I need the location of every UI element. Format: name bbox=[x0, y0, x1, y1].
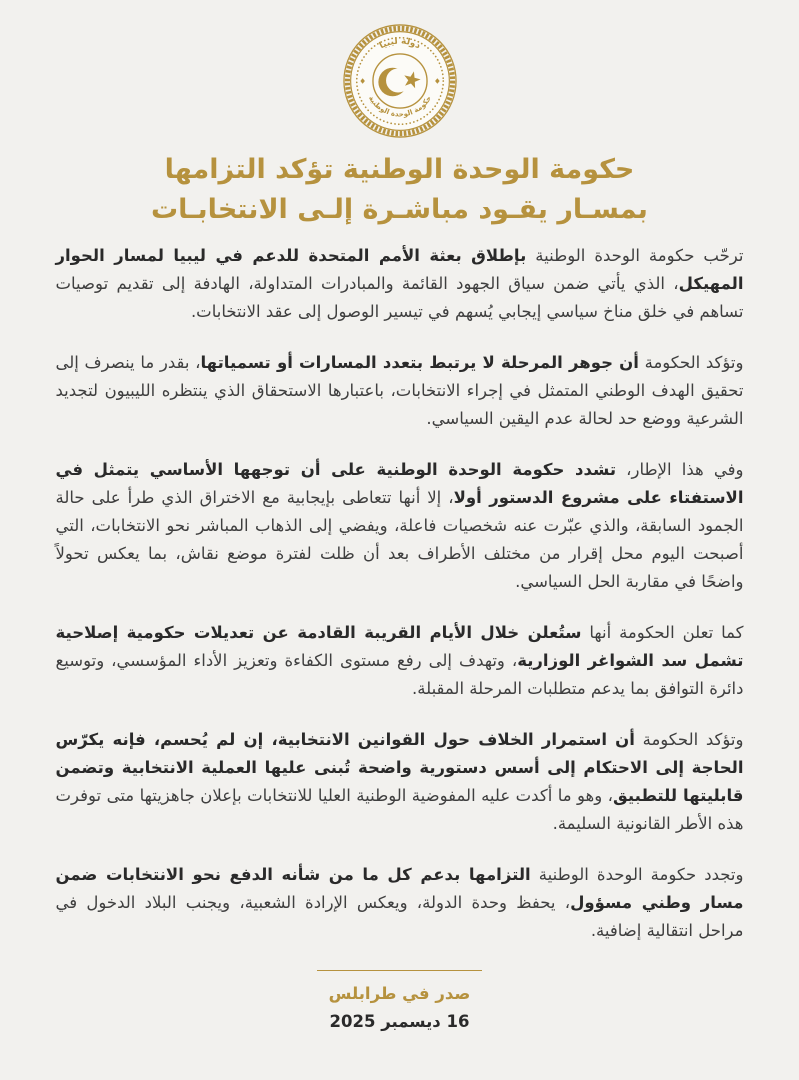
body-text: ، يحفظ وحدة الدولة، ويعكس الإرادة الشعبية، ويجنب البلاد الدخول في مراحل انتقالية إضافية. bbox=[55, 893, 744, 940]
footer-divider bbox=[317, 970, 482, 971]
body-text: ، الذي يأتي ضمن سياق الجهود القائمة والمبادرات المتداولة، الهادفة إلى تقديم توصيات تساهم في خلق مناخ سياسي إيجابي يُسهم في تيسير الوصول إلى عقد الانتخابات. bbox=[55, 274, 744, 321]
statement-paragraph bbox=[56, 456, 744, 596]
issued-location: صدر في طرابلس bbox=[328, 984, 471, 1003]
statement-paragraph bbox=[56, 861, 744, 945]
emphasized-text: التزامها بدعم كل ما من شأنه الدفع نحو الانتخابات ضمن مسار وطني مسؤول bbox=[55, 865, 744, 912]
statement-paragraph bbox=[56, 726, 744, 838]
emphasized-text: أن جوهر المرحلة لا يرتبط بتعدد المسارات أو تسمياتها bbox=[200, 353, 639, 372]
statement-paragraph bbox=[56, 242, 744, 326]
government-seal-icon bbox=[341, 22, 459, 140]
body-text: ، بقدر ما ينصرف إلى تحقيق الهدف الوطني المتمثل في إجراء الانتخابات، باعتبارها الاستحقاق الذي ينتظره الليبيون لتجديد الشرعية ووضع حد لحالة عدم اليقين السياسي. bbox=[55, 353, 744, 428]
statement-paragraph bbox=[56, 619, 744, 703]
title-line-2: بمسـار يقـود مباشـرة إلـى الانتخابـات bbox=[151, 194, 648, 225]
statement-title bbox=[151, 150, 648, 230]
title-line-1: حكومة الوحدة الوطنية تؤكد التزامها bbox=[164, 154, 635, 185]
body-text: ، وهو ما أكدت عليه المفوضية الوطنية العليا للانتخابات بإعلان جاهزيتها متى توفرت هذه الأطر القانونية السليمة. bbox=[55, 786, 744, 833]
seal-bottom-text: حكومة الوحدة الوطنية bbox=[366, 93, 433, 119]
emphasized-text: تشدد حكومة الوحدة الوطنية على أن توجهها الأساسي يتمثل في الاستفتاء على مشروع الدستور أولا bbox=[55, 460, 744, 507]
statement-body bbox=[56, 242, 744, 968]
body-text: وتؤكد الحكومة bbox=[638, 353, 744, 372]
body-text: كما تعلن الحكومة أنها bbox=[581, 623, 744, 642]
seal-top-text: دولة ليبيا bbox=[377, 36, 422, 52]
body-text: وفي هذا الإطار، bbox=[616, 460, 744, 479]
emphasized-text: أن استمرار الخلاف حول القوانين الانتخابية، إن لم يُحسم، فإنه يكرّس الحاجة إلى الاحتكام إلى أسس دستورية واضحة تُبنى عليها العملية الانتخابية وتضمن قابليتها للتطبيق bbox=[55, 730, 744, 805]
body-text: ، وتهدف إلى رفع مستوى الكفاءة وتعزيز الأداء المؤسسي، وتوسيع دائرة التوافق بما يدعم متطلبات المرحلة المقبلة. bbox=[55, 651, 744, 698]
emphasized-text: ستُعلن خلال الأيام القريبة القادمة عن تعديلات حكومية إصلاحية تشمل سد الشواغر الوزارية bbox=[55, 623, 744, 670]
body-text: وتؤكد الحكومة bbox=[634, 730, 744, 749]
body-text: وتجدد حكومة الوحدة الوطنية bbox=[530, 865, 744, 884]
statement-paragraph bbox=[56, 349, 744, 433]
body-text: ، إلا أنها تتعاطى بإيجابية مع الاختراق الذي طرأ على حالة الجمود السابقة، والذي عبّرت عنه شخصيات فاعلة، ويفضي إلى الذهاب المباشر نحو الانتخابات، التي أصبحت اليوم محل إقرار من مختلف الأطراف بعد أن ظلت لفترة موضع نقاش، بما يعكس تحولاً واضحًا في مقاربة الحل السياسي. bbox=[55, 488, 744, 591]
issued-date: 16 ديسمبر 2025 bbox=[329, 1012, 470, 1031]
body-text: ترحّب حكومة الوحدة الوطنية bbox=[526, 246, 744, 265]
statement-footer bbox=[317, 970, 482, 1031]
emphasized-text: بإطلاق بعثة الأمم المتحدة للدعم في ليبيا لمسار الحوار المهيكل bbox=[55, 246, 744, 293]
